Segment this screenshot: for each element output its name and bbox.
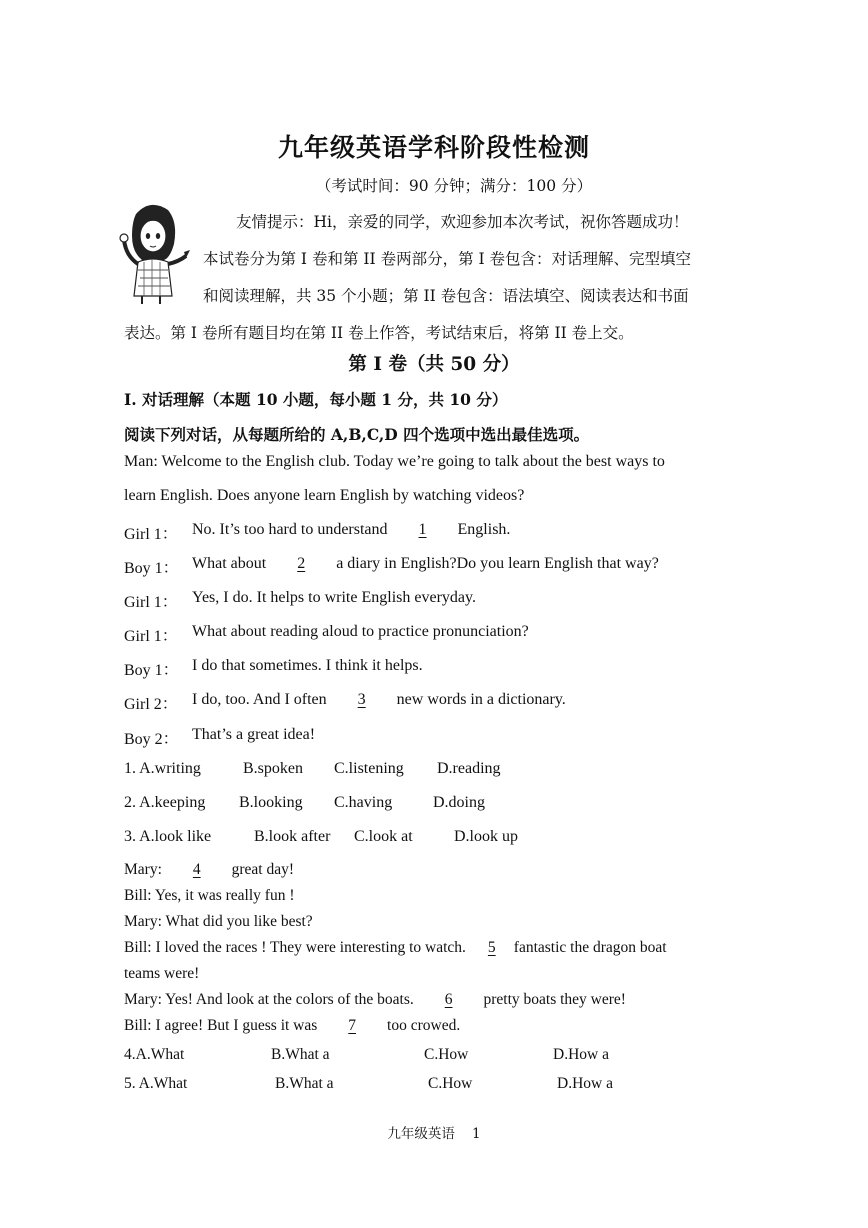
dialogue-line: Boy 2： xyxy=(124,731,179,748)
dialogue-line: teams were! xyxy=(124,965,200,982)
option-row: 2. A.keeping B.looking C.having D.doing xyxy=(124,794,485,811)
dialogue-line-text: I do that sometimes. I think it helps. xyxy=(192,657,423,674)
dialogue-line-text: What about 2 a diary in English?Do you learn English that way? xyxy=(192,555,659,572)
intro-line-3: 和阅读理解，共 35 个小题；第 II 卷包含：语法填空、阅读表达和书面 xyxy=(203,287,689,305)
option-row: 5. A.What B.What a C.How D.How a xyxy=(124,1075,613,1092)
dialogue-line-text: That’s a great idea! xyxy=(192,726,316,743)
dialogue-line: Bill: I agree! But I guess it was 7 too crowed. xyxy=(124,1017,461,1034)
dialogue-line: Girl 1： xyxy=(124,628,178,645)
dialogue-line: Bill: I loved the races ! They were interesting to watch. 5 fantastic the dragon boat xyxy=(124,939,667,956)
option-row: 1. A.writing B.spoken C.listening D.reading xyxy=(124,760,501,777)
part1-heading: I. 对话理解（本题 10 小题，每小题 1 分，共 10 分） xyxy=(124,390,508,409)
exam-title: 九年级英语学科阶段性检测 xyxy=(277,133,590,162)
dialogue-line: Mary: 4 great day! xyxy=(124,861,295,878)
dialogue-line: Girl 1： xyxy=(124,594,178,611)
dialogue-line: Mary: What did you like best? xyxy=(124,913,313,930)
page-footer: 九年级英语 1 xyxy=(387,1126,481,1142)
option-row: 3. A.look like B.look after C.look at D.look up xyxy=(124,828,518,845)
dialogue-line-text: Yes, I do. It helps to write English everyday. xyxy=(192,589,476,606)
intro-line-1: 友情提示：Hi，亲爱的同学，欢迎参加本次考试，祝你答题成功！ xyxy=(236,213,689,231)
intro-line-4: 表达。第 I 卷所有题目均在第 II 卷上作答，考试结束后，将第 II 卷上交。 xyxy=(124,324,634,342)
dialogue-line-text: What about reading aloud to practice pronunciation? xyxy=(192,623,529,640)
blank-6: 6 xyxy=(444,991,453,1008)
dialogue-line: Bill: Yes, it was really fun ! xyxy=(124,887,295,904)
blank-5: 5 xyxy=(487,939,496,956)
section-title: 第 I 卷（共 50 分） xyxy=(348,354,520,375)
dialogue-line: Man: Welcome to the English club. Today we’re going to talk about the best ways to xyxy=(124,453,665,470)
part1-instruction: 阅读下列对话，从每题所给的 A,B,C,D 四个选项中选出最佳选项。 xyxy=(124,425,590,444)
dialogue-line-text: I do, too. And I often 3 new words in a dictionary. xyxy=(192,691,566,708)
dialogue-line: learn English. Does anyone learn English by watching videos? xyxy=(124,487,525,504)
dialogue-line-text: No. It’s too hard to understand 1 English. xyxy=(192,521,511,538)
blank-4: 4 xyxy=(192,861,201,878)
dialogue-line: Girl 1： xyxy=(124,526,178,543)
blank-7: 7 xyxy=(348,1017,357,1034)
intro-line-2: 本试卷分为第 I 卷和第 II 卷两部分，第 I 卷包含：对话理解、完型填空 xyxy=(203,250,692,268)
dialogue-line: Boy 1： xyxy=(124,662,179,679)
exam-subtitle: （考试时间：90 分钟；满分：100 分） xyxy=(315,177,593,195)
blank-1: 1 xyxy=(418,521,427,538)
option-row: 4.A.What B.What a C.How D.How a xyxy=(124,1046,609,1063)
dialogue-line: Girl 2： xyxy=(124,696,178,713)
dialogue-line: Mary: Yes! And look at the colors of the boats. 6 pretty boats they were! xyxy=(124,991,626,1008)
dialogue-line: Boy 1： xyxy=(124,560,179,577)
blank-3: 3 xyxy=(357,691,366,708)
blank-2: 2 xyxy=(297,555,306,572)
cartoon-girl-illustration xyxy=(114,200,190,304)
